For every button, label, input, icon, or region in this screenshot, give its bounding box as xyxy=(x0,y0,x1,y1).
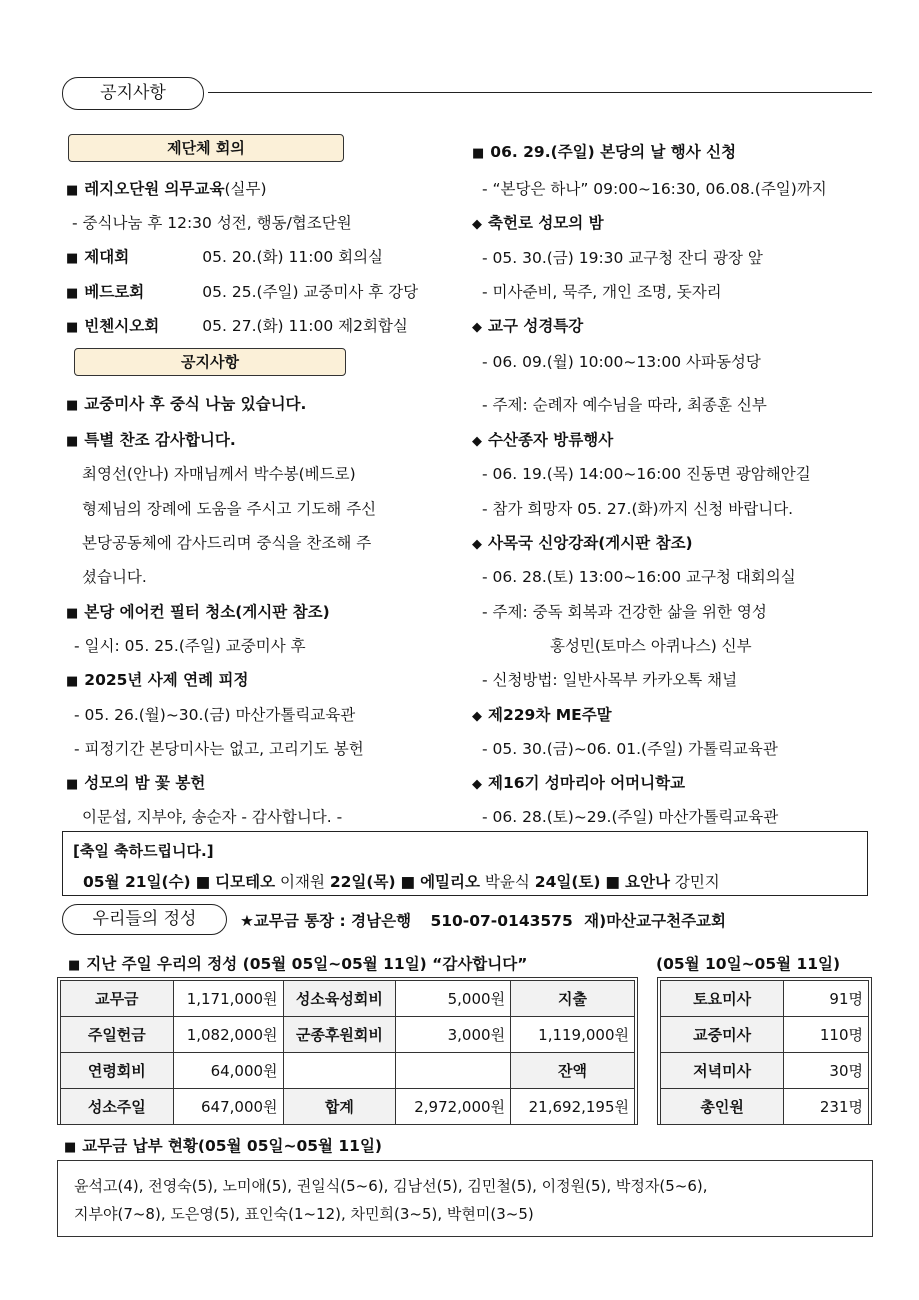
table-cell: 합계 xyxy=(283,1089,396,1125)
table-cell: 91명 xyxy=(784,981,869,1017)
table-row xyxy=(661,1017,869,1053)
parish-day-detail: - “본당은 하나” 09:00~16:30, 06.08.(주일)까지 xyxy=(482,180,827,198)
table-cell xyxy=(396,1053,511,1089)
aircon-detail: - 일시: 05. 25.(주일) 교중미사 후 xyxy=(74,637,306,655)
table-cell: 연령회비 xyxy=(61,1053,174,1089)
table-cell: 3,000원 xyxy=(396,1017,511,1053)
square-bullet-icon: ■ xyxy=(64,1140,77,1155)
flower-detail: 이문섭, 지부야, 송순자 - 감사합니다. - xyxy=(82,808,343,826)
section-title-offering: 우리들의 정성 xyxy=(62,904,227,935)
table-row xyxy=(61,1053,635,1089)
square-bullet-icon: ■ xyxy=(400,873,416,891)
faith-item: ◆ 사목국 신앙강좌(게시판 참조) xyxy=(472,534,693,552)
offering-table xyxy=(60,980,635,1125)
notice-header: 공지사항 xyxy=(74,348,346,376)
table-row xyxy=(61,1017,635,1053)
mary-night-item: ◆ 축헌로 성모의 밤 xyxy=(472,214,604,232)
square-bullet-icon: ■ xyxy=(68,958,81,973)
table-cell: 231명 xyxy=(784,1089,869,1125)
table-cell: 110명 xyxy=(784,1017,869,1053)
table-cell: 교무금 xyxy=(61,981,174,1017)
thanks-line-3: 본당공동체에 감사드리며 중식을 찬조해 주 xyxy=(82,534,372,552)
square-bullet-icon: ■ xyxy=(66,320,79,335)
square-bullet-icon: ■ xyxy=(66,286,79,301)
offering-title: ■ 지난 주일 우리의 정성 (05월 05일~05월 11일) “감사합니다” xyxy=(68,955,528,973)
retreat-detail-1: - 05. 26.(월)~30.(금) 마산가톨릭교육관 xyxy=(74,706,356,724)
bible-detail-2: - 주제: 순례자 예수님을 따라, 최종훈 신부 xyxy=(482,396,767,414)
square-bullet-icon: ■ xyxy=(66,183,79,198)
diamond-bullet-icon: ◆ xyxy=(472,709,482,724)
diamond-bullet-icon: ◆ xyxy=(472,434,482,449)
table-cell: 64,000원 xyxy=(173,1053,283,1089)
square-bullet-icon: ■ xyxy=(66,606,79,621)
vincent-item: ■ 빈첸시오회 05. 27.(화) 11:00 제2회합실 xyxy=(66,317,408,335)
table-cell: 성소육성회비 xyxy=(283,981,396,1017)
parish-day-item: ■ 06. 29.(주일) 본당의 날 행사 신청 xyxy=(472,143,737,161)
table-cell: 1,171,000원 xyxy=(173,981,283,1017)
table-cell: 지출 xyxy=(511,981,635,1017)
square-bullet-icon: ■ xyxy=(66,434,79,449)
fish-item: ◆ 수산종자 방류행사 xyxy=(472,431,614,449)
square-bullet-icon: ■ xyxy=(195,873,211,891)
dues-title: ■ 교무금 납부 현황(05월 05일~05월 11일) xyxy=(64,1137,383,1155)
thanks-item: ■ 특별 찬조 감사합니다. xyxy=(66,431,236,449)
thanks-line-2: 형제님의 장례에 도움을 주시고 기도해 주신 xyxy=(82,500,377,518)
section-title-notice: 공지사항 xyxy=(62,77,204,110)
square-bullet-icon: ■ xyxy=(66,251,79,266)
left-column xyxy=(66,0,466,830)
bible-item: ◆ 교구 성경특강 xyxy=(472,317,584,335)
faith-detail-3: 홍성민(토마스 아퀴나스) 신부 xyxy=(550,637,752,655)
thanks-line-4: 셨습니다. xyxy=(82,568,147,586)
meeting-header: 제단체 회의 xyxy=(68,134,344,162)
table-cell: 성소주일 xyxy=(61,1089,174,1125)
table-cell: 647,000원 xyxy=(173,1089,283,1125)
table-cell xyxy=(283,1053,396,1089)
table-row xyxy=(661,1089,869,1125)
dues-line-1: 윤석고(4), 전영숙(5), 노미애(5), 권일식(5~6), 김남선(5), 김민철(5), 이정원(5), 박정자(5~6), xyxy=(74,1177,708,1195)
bible-detail-1: - 06. 09.(월) 10:00~13:00 사파동성당 xyxy=(482,353,761,371)
me-item: ◆ 제229차 ME주말 xyxy=(472,706,612,724)
mary-night-detail-2: - 미사준비, 묵주, 개인 조명, 돗자리 xyxy=(482,283,722,301)
me-detail: - 05. 30.(금)~06. 01.(주일) 가톨릭교육관 xyxy=(482,740,778,758)
diamond-bullet-icon: ◆ xyxy=(472,217,482,232)
table-cell: 교중미사 xyxy=(661,1017,784,1053)
lunch-item: ■ 교중미사 후 중식 나눔 있습니다. xyxy=(66,395,307,413)
square-bullet-icon: ■ xyxy=(472,146,485,161)
table-row xyxy=(61,981,635,1017)
table-cell: 저녁미사 xyxy=(661,1053,784,1089)
table-cell: 30명 xyxy=(784,1053,869,1089)
mother-item: ◆ 제16기 성마리아 어머니학교 xyxy=(472,774,686,792)
table-cell: 1,082,000원 xyxy=(173,1017,283,1053)
right-column xyxy=(470,0,890,830)
diamond-bullet-icon: ◆ xyxy=(472,537,482,552)
mother-detail: - 06. 28.(토)~29.(주일) 마산가톨릭교육관 xyxy=(482,808,779,826)
legio-item: ■ 레지오단원 의무교육(실무) xyxy=(66,180,267,198)
table-cell: 5,000원 xyxy=(396,981,511,1017)
table-row xyxy=(661,981,869,1017)
table-row xyxy=(61,1089,635,1125)
retreat-item: ■ 2025년 사제 연례 피정 xyxy=(66,671,249,689)
feast-box xyxy=(62,831,868,896)
dues-line-2: 지부야(7~8), 도은영(5), 표인숙(1~12), 차민희(3~5), 박현미(3~5) xyxy=(74,1205,534,1223)
betro-item: ■ 베드로회 05. 25.(주일) 교중미사 후 강당 xyxy=(66,283,419,301)
thanks-line-1: 최영선(안나) 자매님께서 박수봉(베드로) xyxy=(82,465,356,483)
faith-detail-1: - 06. 28.(토) 13:00~16:00 교구청 대회의실 xyxy=(482,568,796,586)
table-cell: 총인원 xyxy=(661,1089,784,1125)
attendance-table xyxy=(660,980,869,1125)
attendance-title: (05월 10일~05월 11일) xyxy=(656,955,841,973)
fish-detail-2: - 참가 희망자 05. 27.(화)까지 신청 바랍니다. xyxy=(482,500,794,518)
square-bullet-icon: ■ xyxy=(66,674,79,689)
diamond-bullet-icon: ◆ xyxy=(472,777,482,792)
legio-detail: - 중식나눔 후 12:30 성전, 행동/협조단원 xyxy=(72,214,352,232)
account-info: ★교무금 통장 : 경남은행 510-07-0143575 재)마산교구천주교회 xyxy=(240,912,726,930)
table-cell: 2,972,000원 xyxy=(396,1089,511,1125)
table-cell: 군종후원회비 xyxy=(283,1017,396,1053)
faith-detail-2: - 주제: 중독 회복과 건강한 삶을 위한 영성 xyxy=(482,603,767,621)
table-row xyxy=(661,1053,869,1089)
feast-title: [축일 축하드립니다.] xyxy=(73,842,214,860)
dues-box xyxy=(57,1160,873,1237)
table-cell: 토요미사 xyxy=(661,981,784,1017)
faith-detail-4: - 신청방법: 일반사목부 카카오톡 채널 xyxy=(482,671,738,689)
square-bullet-icon: ■ xyxy=(66,777,79,792)
table-cell: 주일헌금 xyxy=(61,1017,174,1053)
table-cell: 1,119,000원 xyxy=(511,1017,635,1053)
table-cell: 잔액 xyxy=(511,1053,635,1089)
aircon-item: ■ 본당 에어컨 필터 청소(게시판 참조) xyxy=(66,603,330,621)
table-cell: 21,692,195원 xyxy=(511,1089,635,1125)
fish-detail-1: - 06. 19.(목) 14:00~16:00 진동면 광암해안길 xyxy=(482,465,811,483)
feast-line: 05월 21일(수) ■ 디모테오 이재원 22일(목) ■ 에밀리오 박윤식 24일(토) ■ 요안나 강민지 xyxy=(83,873,720,891)
diamond-bullet-icon: ◆ xyxy=(472,320,482,335)
jedaehoe-item: ■ 제대회 05. 20.(화) 11:00 회의실 xyxy=(66,248,384,266)
retreat-detail-2: - 피정기간 본당미사는 없고, 고리기도 봉헌 xyxy=(74,740,364,758)
mary-night-detail-1: - 05. 30.(금) 19:30 교구청 잔디 광장 앞 xyxy=(482,249,763,267)
flower-item: ■ 성모의 밤 꽃 봉헌 xyxy=(66,774,206,792)
square-bullet-icon: ■ xyxy=(605,873,621,891)
square-bullet-icon: ■ xyxy=(66,398,79,413)
